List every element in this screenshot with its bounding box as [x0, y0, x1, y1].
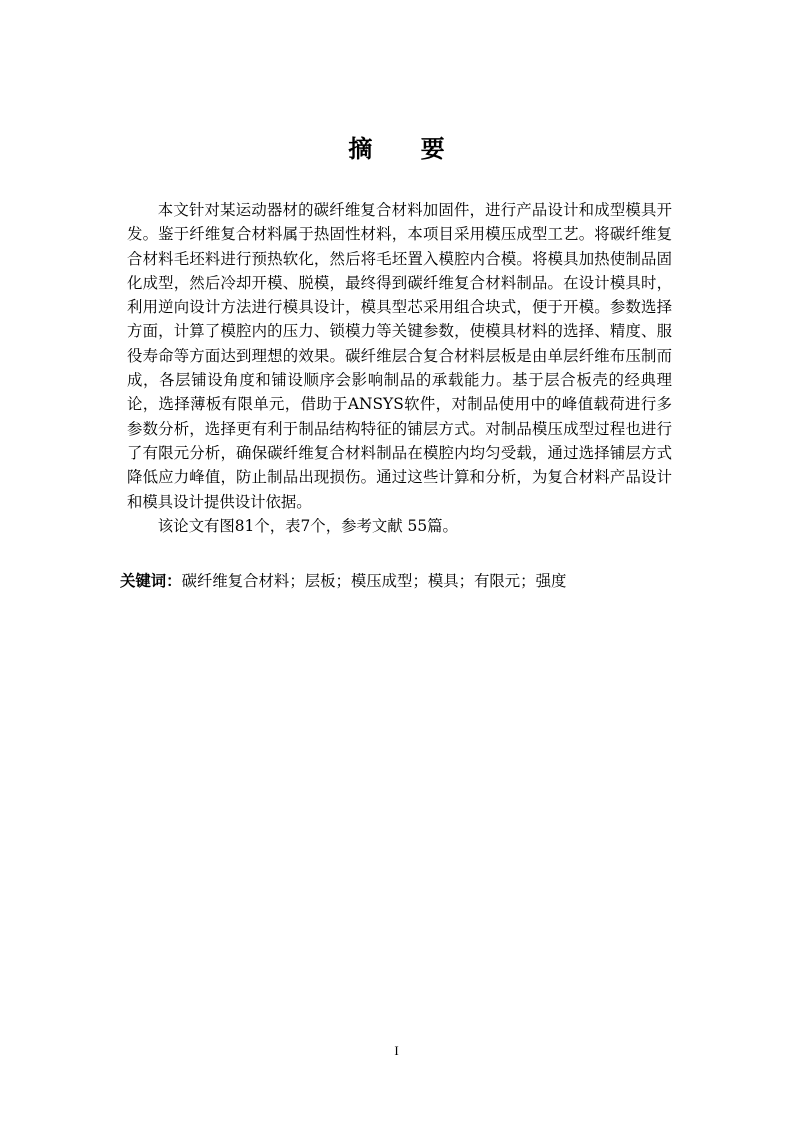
abstract-title: 摘 要: [348, 135, 465, 163]
abstract-statistics: 该论文有图81个，表7个，参考文献 55篇。: [157, 516, 458, 535]
keywords-list: 碳纤维复合材料；层板；模压成型；模具；有限元；强度: [181, 572, 567, 590]
abstract-body: [127, 198, 672, 538]
keywords-label: 关键词：: [120, 572, 182, 590]
keywords-line: [120, 569, 680, 593]
page-number: I: [394, 1043, 399, 1058]
abstract-paragraph: 本文针对某运动器材的碳纤维复合材料加固件，进行产品设计和成型模具开发。鉴于纤维复合材料属于热固性材料，本项目采用模压成型工艺。将碳纤维复合材料毛坯料进行预热软化，然后将毛坯置入模腔内合模。将模具加热使制品固化成型，然后冷却开模、脱模，最终得到碳纤维复合材料制品。在设计模具时，利用逆向设计方法进行模具设计，模具型芯采用组合块式，便于开模。参数选择方面，计算了模腔内的压力、锁模力等关键参数，使模具材料的选择、精度、服役寿命等方面达到理想的效果。碳纤维层合复合材料层板是由单层纤维布压制而成，各层铺设角度和铺设顺序会影响制品的承载能力。基于层合板壳的经典理论，选择薄板有限单元，借助于ANSYS软件，对制品使用中的峰值载荷进行多参数分析，选择更有利于制品结构特征的铺层方式。对制品模压成型过程也进行了有限元分析，确保碳纤维复合材料制品在模腔内均匀受载，通过选择铺层方式降低应力峰值，防止制品出现损伤。通过这些计算和分析，为复合材料产品设计和模具设计提供设计依据。: [127, 201, 672, 511]
